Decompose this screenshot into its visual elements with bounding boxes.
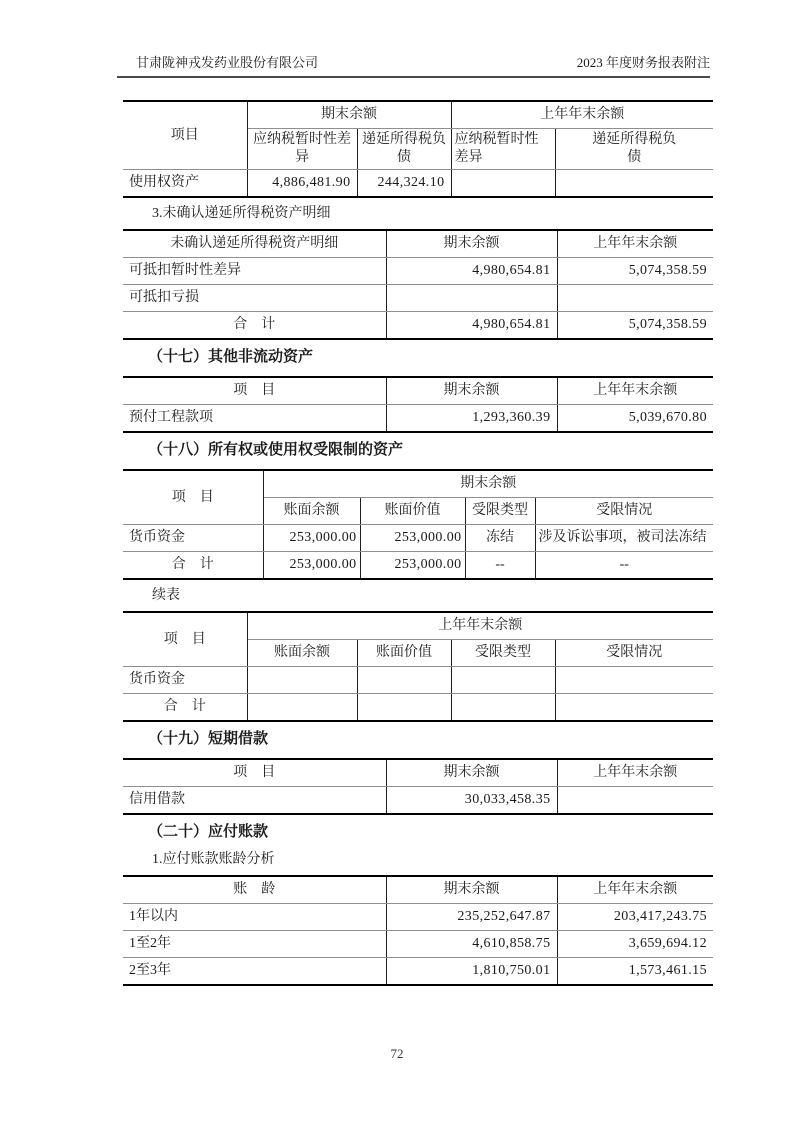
col-header-book-balance: 账面余额	[247, 640, 357, 667]
document-title: 2023 年度财务报表附注	[576, 55, 710, 70]
other-noncurrent-assets-table	[123, 376, 713, 433]
amount-cell: 5,074,358.59	[557, 312, 713, 340]
item-cell: 使用权资产	[123, 170, 247, 198]
total-cell: 合 计	[123, 552, 263, 580]
amount-cell: 253,000.00	[360, 552, 465, 580]
col-header-prior-year-end: 上年年末余额	[557, 876, 713, 904]
restriction-detail-cell: --	[535, 552, 713, 580]
total-cell: 合 计	[123, 312, 386, 340]
item-cell: 1年以内	[123, 904, 386, 931]
amount-cell: 1,573,461.15	[557, 958, 713, 986]
col-header-book-value: 账面价值	[360, 498, 465, 525]
table-row	[123, 525, 713, 552]
table-row	[123, 931, 713, 958]
table-row	[123, 405, 713, 433]
restriction-type-cell	[451, 667, 555, 694]
restricted-assets-table	[123, 469, 713, 580]
item-cell: 可抵扣暂时性差异	[123, 258, 386, 285]
continued-table-label: 续表	[152, 588, 180, 603]
item-cell: 预付工程款项	[123, 405, 386, 433]
col-header-restriction-type: 受限类型	[451, 640, 555, 667]
amount-cell	[247, 694, 357, 722]
col-header-period-end: 期末余额	[386, 377, 557, 405]
item-cell: 2至3年	[123, 958, 386, 986]
amount-cell: 5,039,670.80	[557, 405, 713, 433]
short-term-loans-table	[123, 758, 713, 815]
col-header-dtl: 递延所得税负债	[357, 129, 451, 170]
table-row	[123, 612, 713, 640]
table-row	[123, 667, 713, 694]
table-row	[123, 377, 713, 405]
unrecognized-dta-table	[123, 229, 713, 340]
table-row	[123, 101, 713, 129]
restriction-type-cell	[451, 694, 555, 722]
amount-cell	[451, 170, 555, 198]
amount-cell: 253,000.00	[360, 525, 465, 552]
col-header-period-end: 期末余额	[386, 759, 557, 787]
col-header-prior-year-end: 上年年末余额	[247, 612, 713, 640]
page-content	[123, 100, 713, 986]
table-row	[123, 694, 713, 722]
section-heading-18: （十八）所有权或使用权受限制的资产	[148, 442, 404, 458]
accounts-payable-aging-table	[123, 875, 713, 986]
restriction-type-cell: --	[465, 552, 535, 580]
table-row	[123, 904, 713, 931]
col-header-book-balance: 账面余额	[263, 498, 360, 525]
amount-cell: 244,324.10	[357, 170, 451, 198]
amount-cell: 1,810,750.01	[386, 958, 557, 986]
table-row	[123, 470, 713, 498]
col-header-restriction-detail: 受限情况	[535, 498, 713, 525]
table-row	[123, 759, 713, 787]
item-cell: 货币资金	[123, 525, 263, 552]
restriction-detail-cell: 涉及诉讼事项，被司法冻结	[535, 525, 713, 552]
table-row	[123, 312, 713, 340]
item-cell: 货币资金	[123, 667, 247, 694]
page-header	[117, 52, 710, 78]
table-row	[123, 258, 713, 285]
section-heading-17: （十七）其他非流动资产	[148, 349, 314, 365]
col-header-restriction-type: 受限类型	[465, 498, 535, 525]
amount-cell: 253,000.00	[263, 525, 360, 552]
page-number: 72	[390, 1046, 404, 1061]
amount-cell	[247, 667, 357, 694]
company-name: 甘肃陇神戎发药业股份有限公司	[136, 55, 319, 70]
col-header-prior-year-end: 上年年末余额	[451, 101, 713, 129]
item-cell: 可抵扣亏损	[123, 285, 386, 312]
table-row	[123, 285, 713, 312]
amount-cell	[555, 170, 713, 198]
amount-cell: 1,293,360.39	[386, 405, 557, 433]
col-header-prior-year-end: 上年年末余额	[557, 377, 713, 405]
table-row	[123, 170, 713, 198]
amount-cell	[557, 787, 713, 815]
table-row	[123, 230, 713, 258]
col-header-item: 项 目	[123, 612, 247, 667]
table-row	[123, 552, 713, 580]
table-row	[123, 787, 713, 815]
col-header-taxable-diff: 应纳税暂时性差异	[451, 129, 555, 170]
table-row	[123, 876, 713, 904]
restriction-type-cell: 冻结	[465, 525, 535, 552]
amount-cell	[557, 285, 713, 312]
col-header-dtl	[555, 129, 713, 170]
restriction-detail-cell	[555, 694, 713, 722]
amount-cell: 4,980,654.81	[386, 258, 557, 285]
col-header-taxable-diff: 应纳税暂时性差异	[247, 129, 357, 170]
amount-cell	[357, 694, 451, 722]
col-header-dtl-label: 递延所得税负债	[592, 132, 677, 165]
col-header-item: 项 目	[123, 470, 263, 525]
amount-cell: 3,659,694.12	[557, 931, 713, 958]
col-header-book-value: 账面价值	[357, 640, 451, 667]
amount-cell: 253,000.00	[263, 552, 360, 580]
table-row	[123, 958, 713, 986]
amount-cell: 4,610,858.75	[386, 931, 557, 958]
col-header-period-end: 期末余额	[386, 876, 557, 904]
section-heading-20: （二十）应付账款	[148, 824, 269, 840]
item-cell: 信用借款	[123, 787, 386, 815]
col-header-period-end: 期末余额	[247, 101, 451, 129]
col-header-prior-year-end: 上年年末余额	[557, 230, 713, 258]
col-header-aging: 账 龄	[123, 876, 386, 904]
amount-cell: 235,252,647.87	[386, 904, 557, 931]
deferred-tax-liability-table	[123, 100, 713, 198]
amount-cell: 5,074,358.59	[557, 258, 713, 285]
col-header-item: 未确认递延所得税资产明细	[123, 230, 386, 258]
amount-cell	[386, 285, 557, 312]
note3-caption: 3.未确认递延所得税资产明细	[152, 206, 331, 221]
amount-cell: 4,886,481.90	[247, 170, 357, 198]
col-header-prior-year-end: 上年年末余额	[557, 759, 713, 787]
item-cell: 1至2年	[123, 931, 386, 958]
col-header-item: 项 目	[123, 377, 386, 405]
restricted-assets-prior-table	[123, 611, 713, 722]
col-header-period-end: 期末余额	[263, 470, 713, 498]
amount-cell	[357, 667, 451, 694]
col-header-restriction-detail: 受限情况	[555, 640, 713, 667]
col-header-item: 项目	[123, 101, 247, 170]
amount-cell: 30,033,458.35	[386, 787, 557, 815]
amount-cell: 203,417,243.75	[557, 904, 713, 931]
restriction-detail-cell	[555, 667, 713, 694]
amount-cell: 4,980,654.81	[386, 312, 557, 340]
note1-caption: 1.应付账款账龄分析	[152, 852, 275, 867]
col-header-item: 项 目	[123, 759, 386, 787]
col-header-period-end: 期末余额	[386, 230, 557, 258]
section-heading-19: （十九）短期借款	[148, 731, 269, 747]
total-cell: 合 计	[123, 694, 247, 722]
